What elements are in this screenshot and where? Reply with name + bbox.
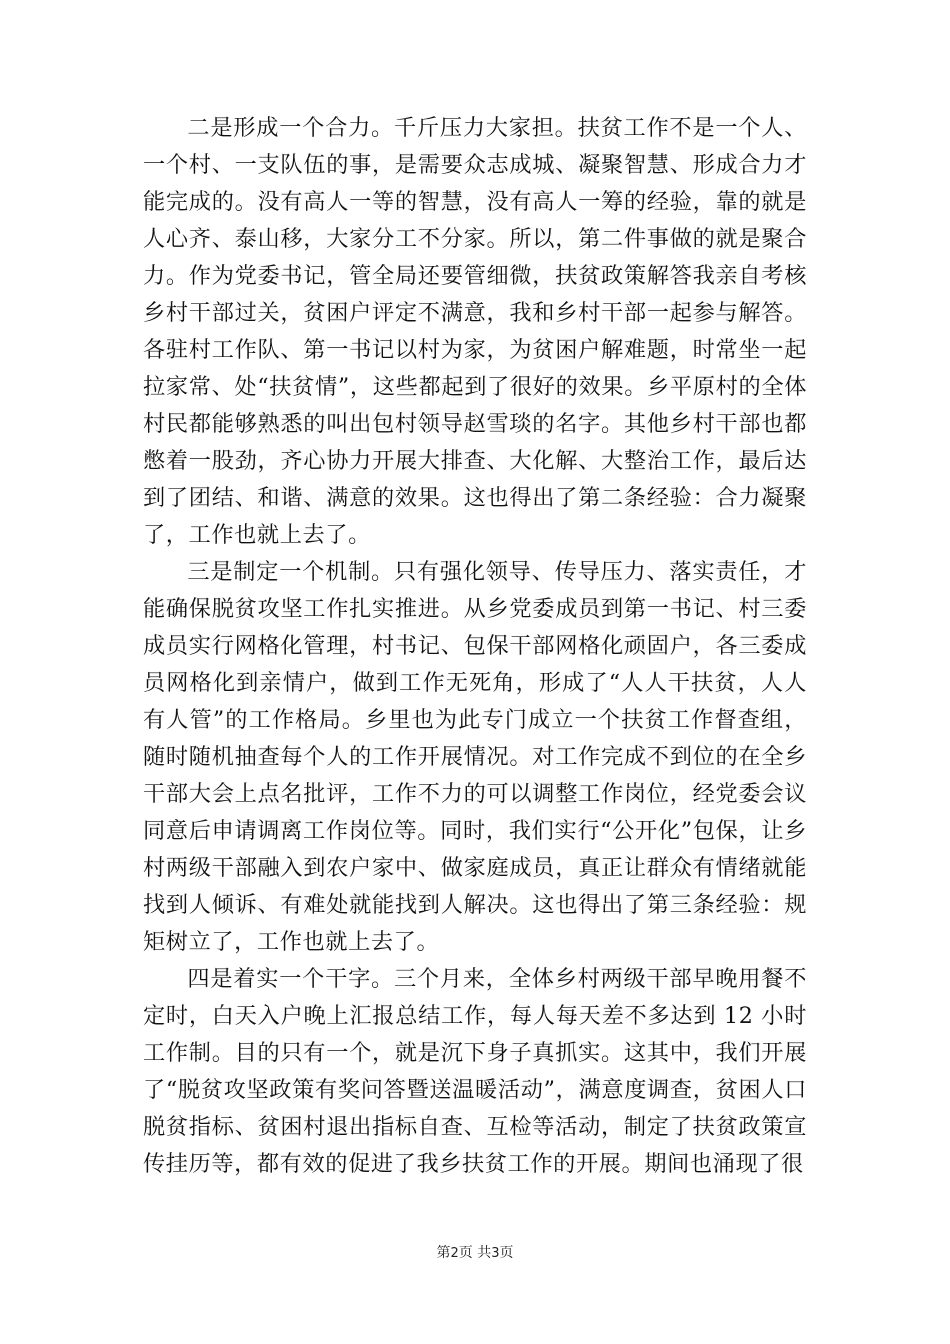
total-page-count: 3 bbox=[491, 1246, 500, 1261]
current-page-number: 2 bbox=[450, 1246, 459, 1261]
footer-prefix: 第 bbox=[436, 1245, 451, 1261]
paragraph-3-jizhi: 三是制定一个机制。只有强化领导、传导压力、落实责任，才能确保脱贫攻坚工作扎实推进。从乡党委成员到第一书记、村三委成员实行网格化管理，村书记、包保干部网格化顽固户，各三委成员网格化到亲情户，做到工作无死角，形成了“人人干扶贫，人人有人管”的工作格局。乡里也为此专门成立一个扶贫工作督查组，随时随机抽查每个人的工作开展情况。对工作完成不到位的在全乡干部大会上点名批评，工作不力的可以调整工作岗位，经党委会议同意后申请调离工作岗位等。同时，我们实行“公开化”包保，让乡村两级干部融入到农户家中、做家庭成员，真正让群众有情绪就能找到人倾诉、有难处就能找到人解决。这也得出了第三条经验：规矩树立了，工作也就上去了。 bbox=[143, 559, 807, 955]
document-body bbox=[143, 110, 807, 1183]
paragraph-4-ganzi: 四是着实一个干字。三个月来，全体乡村两级干部早晚用餐不定时，白天入户晚上汇报总结工作，每人每天差不多达到 12 小时工作制。目的只有一个，就是沉下身子真抓实。这其中，我们开展了“脱贫攻坚政策有奖问答暨送温暖活动”，满意度调查，贫困人口脱贫指标、贫困村退出指标自查、互检等活动，制定了扶贫政策宣传挂历等，都有效的促进了我乡扶贫工作的开展。期间也涌现了很 bbox=[143, 966, 807, 1177]
footer-suffix: 页 bbox=[499, 1245, 514, 1261]
paragraph-2-heli: 二是形成一个合力。千斤压力大家担。扶贫工作不是一个人、一个村、一支队伍的事，是需要众志成城、凝聚智慧、形成合力才能完成的。没有高人一等的智慧，没有高人一筹的经验，靠的就是人心齐、泰山移，大家分工不分家。所以，第二件事做的就是聚合力。作为党委书记，管全局还要管细微，扶贫政策解答我亲自考核乡村干部过关，贫困户评定不满意，我和乡村干部一起参与解答。各驻村工作队、第一书记以村为家，为贫困户解难题，时常坐一起拉家常、处“扶贫情”，这些都起到了很好的效果。乡平原村的全体村民都能够熟悉的叫出包村领导赵雪琰的名字。其他乡村干部也都憋着一股劲，齐心协力开展大排查、大化解、大整治工作，最后达到了团结、和谐、满意的效果。这也得出了第二条经验：合力凝聚了，工作也就上去了。 bbox=[143, 115, 807, 548]
footer-middle: 页 共 bbox=[458, 1245, 492, 1261]
page-footer bbox=[0, 1244, 950, 1263]
